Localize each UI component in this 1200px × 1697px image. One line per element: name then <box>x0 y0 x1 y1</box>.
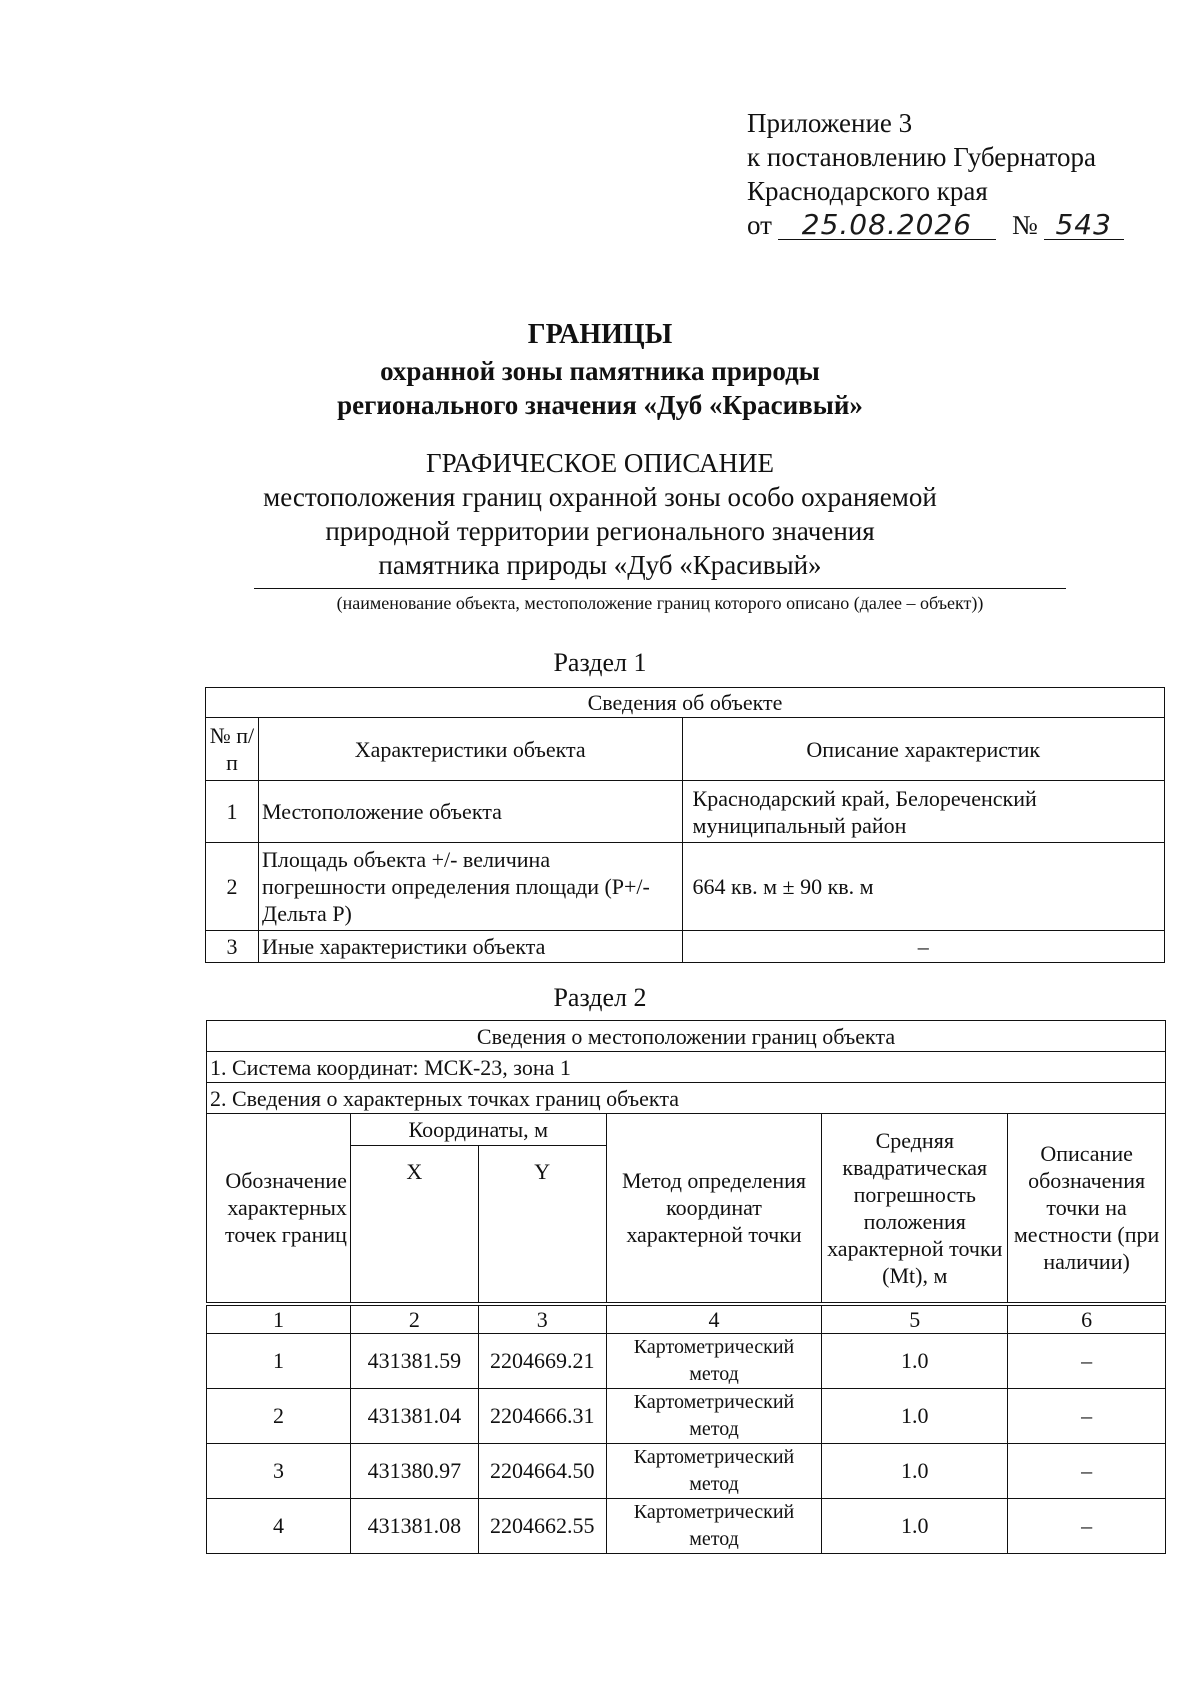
header-characteristics: Характеристики объекта <box>258 718 682 781</box>
table-row <box>206 843 1165 931</box>
point-x: 431380.97 <box>350 1443 478 1498</box>
appendix-block <box>747 106 1124 242</box>
table-row <box>207 1498 1166 1553</box>
subtitle-line-3: природной территории регионального значения <box>325 516 875 546</box>
points-title: 2. Сведения о характерных точках границ объекта <box>207 1083 1166 1114</box>
section-1-title: Раздел 1 <box>553 648 647 677</box>
table-row <box>206 931 1165 963</box>
point-id: 3 <box>207 1443 351 1498</box>
point-description: – <box>1008 1443 1166 1498</box>
point-description: – <box>1008 1388 1166 1443</box>
row-name: Иные характеристики объекта <box>258 931 682 963</box>
point-method: Картометрический метод <box>606 1388 822 1443</box>
section-2-title: Раздел 2 <box>553 983 647 1012</box>
header-coords: Координаты, м <box>350 1114 606 1146</box>
appendix-line-2: к постановлению Губернатора <box>747 142 1096 172</box>
point-y: 2204666.31 <box>478 1388 606 1443</box>
point-x: 431381.08 <box>350 1498 478 1553</box>
appendix-line-3: Краснодарского края <box>747 176 988 206</box>
col-number: 4 <box>606 1304 822 1334</box>
point-y: 2204662.55 <box>478 1498 606 1553</box>
row-value: – <box>682 931 1164 963</box>
object-name-caption: (наименование объекта, местоположение границ которого описано (далее – объект)) <box>336 593 984 613</box>
header-point: Обозначение характерных точек границ <box>207 1114 351 1304</box>
col-number: 2 <box>350 1304 478 1334</box>
point-method: Картометрический метод <box>606 1498 822 1553</box>
table-row <box>206 781 1165 843</box>
title-line-3: регионального значения «Дуб «Красивый» <box>337 390 863 420</box>
table-row <box>207 1443 1166 1498</box>
header-x: X <box>350 1146 478 1304</box>
title-line-2: охранной зоны памятника природы <box>380 356 820 386</box>
point-method: Картометрический метод <box>606 1443 822 1498</box>
col-number: 1 <box>207 1304 351 1334</box>
point-error: 1.0 <box>822 1388 1008 1443</box>
object-name-underline <box>254 588 1066 589</box>
subtitle-line-1: ГРАФИЧЕСКОЕ ОПИСАНИЕ <box>425 448 775 478</box>
appendix-date-line <box>747 208 1124 242</box>
header-y: Y <box>478 1146 606 1304</box>
table-row <box>207 1333 1166 1388</box>
header-method: Метод определения координат характерной точки <box>606 1114 822 1304</box>
header-description: Описание характеристик <box>682 718 1164 781</box>
subtitle-line-2: местоположения границ охранной зоны особо охраняемой <box>263 482 937 512</box>
coordinate-system: 1. Система координат: МСК-23, зона 1 <box>207 1052 1166 1083</box>
point-x: 431381.04 <box>350 1388 478 1443</box>
header-num: № п/п <box>206 718 259 781</box>
row-name: Площадь объекта +/- величина погрешности определения площади (P+/- Дельта P) <box>258 843 682 931</box>
row-num: 3 <box>206 931 259 963</box>
table-title: Сведения об объекте <box>206 688 1165 718</box>
header-error: Средняя квадратическая погрешность положения характерной точки (Mt), м <box>822 1114 1008 1304</box>
object-info-table <box>205 687 1165 963</box>
date-prefix: от <box>747 210 772 240</box>
header-description: Описание обозначения точки на местности (при наличии) <box>1008 1114 1166 1304</box>
point-description: – <box>1008 1333 1166 1388</box>
point-y: 2204669.21 <box>478 1333 606 1388</box>
point-error: 1.0 <box>822 1333 1008 1388</box>
col-number: 5 <box>822 1304 1008 1334</box>
row-name: Местоположение объекта <box>258 781 682 843</box>
subtitle-line-4: памятника природы «Дуб «Красивый» <box>378 550 822 580</box>
boundary-points-table <box>206 1020 1166 1554</box>
point-x: 431381.59 <box>350 1333 478 1388</box>
point-method: Картометрический метод <box>606 1333 822 1388</box>
col-number: 6 <box>1008 1304 1166 1334</box>
row-value: 664 кв. м ± 90 кв. м <box>682 843 1164 931</box>
handwritten-number: 543 <box>1044 211 1124 240</box>
point-y: 2204664.50 <box>478 1443 606 1498</box>
table-title: Сведения о местоположении границ объекта <box>207 1021 1166 1052</box>
point-error: 1.0 <box>822 1443 1008 1498</box>
number-sign: № <box>1011 210 1038 240</box>
row-value: Краснодарский край, Белореченский муниципальный район <box>682 781 1164 843</box>
point-id: 2 <box>207 1388 351 1443</box>
document-title: ГРАНИЦЫ <box>527 319 673 350</box>
table-row <box>207 1388 1166 1443</box>
appendix-line-1: Приложение 3 <box>747 108 913 138</box>
row-num: 2 <box>206 843 259 931</box>
point-description: – <box>1008 1498 1166 1553</box>
handwritten-date: 25.08.2026 <box>778 211 996 240</box>
point-id: 1 <box>207 1333 351 1388</box>
col-number: 3 <box>478 1304 606 1334</box>
row-num: 1 <box>206 781 259 843</box>
point-id: 4 <box>207 1498 351 1553</box>
point-error: 1.0 <box>822 1498 1008 1553</box>
